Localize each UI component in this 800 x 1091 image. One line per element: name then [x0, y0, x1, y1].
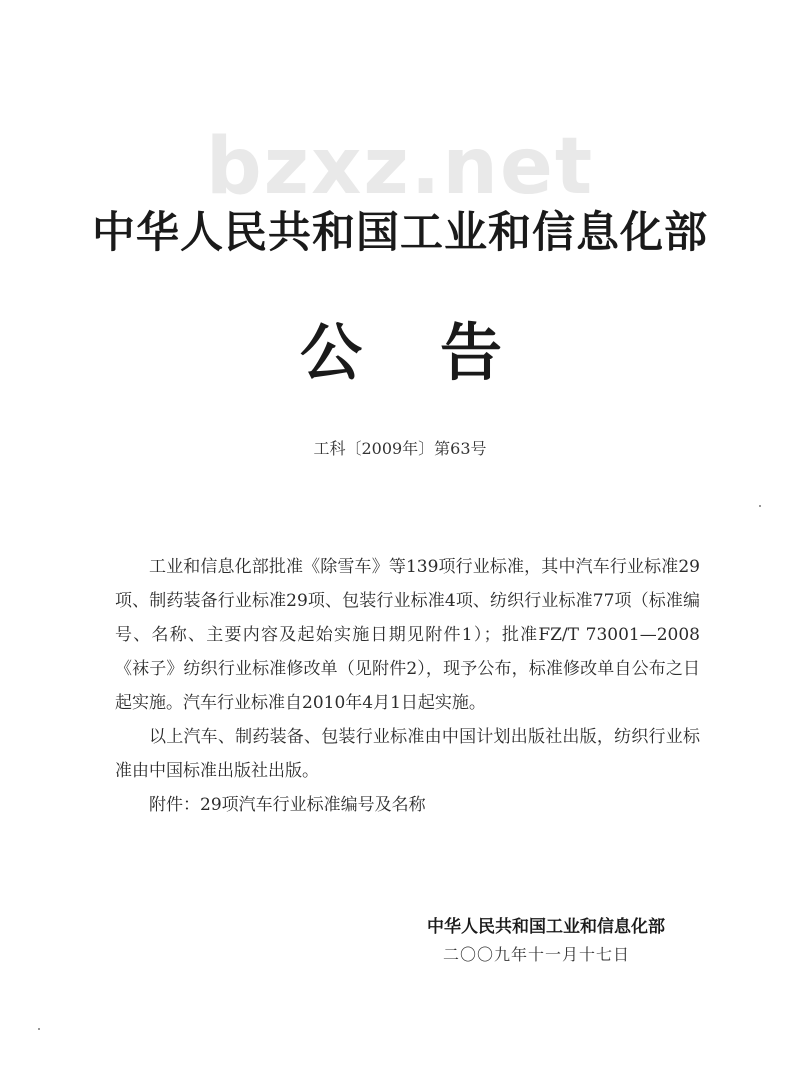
- scan-speck: [38, 1028, 40, 1030]
- ministry-title: 中华人民共和国工业和信息化部: [92, 208, 708, 258]
- paragraph-attachment: 附件：29项汽车行业标准编号及名称: [149, 795, 426, 815]
- scan-speck: [759, 505, 761, 507]
- notice-title-char-1: 公: [300, 316, 363, 389]
- paragraph-approval: 工业和信息化部批准《除雪车》等139项行业标准，其中汽车行业标准29项、制药装备行业标准29项、包装行业标准4项、纺织行业标准77项（标准编号、名称、主要内容及起始实施日期见附件1）；批准FZ/T 73001—2008《袜子》纺织行业标准修改单（见附件2），现予公布，标准修改单自公布之日起实施。汽车行业标准自2010年4月1日起实施。: [115, 557, 700, 713]
- paragraph-publishers: 以上汽车、制药装备、包装行业标准由中国计划出版社出版，纺织行业标准由中国标准出版社出版。: [115, 727, 700, 781]
- signature-date: 二〇〇九年十一月十七日: [442, 945, 630, 964]
- signature-issuer: 中华人民共和国工业和信息化部: [427, 917, 665, 937]
- notice-title-char-2: 告: [440, 316, 503, 389]
- notice-body: [115, 550, 700, 822]
- watermark-text: bzxz.net: [205, 122, 595, 212]
- document-number: 工科〔2009年〕第63号: [313, 439, 487, 458]
